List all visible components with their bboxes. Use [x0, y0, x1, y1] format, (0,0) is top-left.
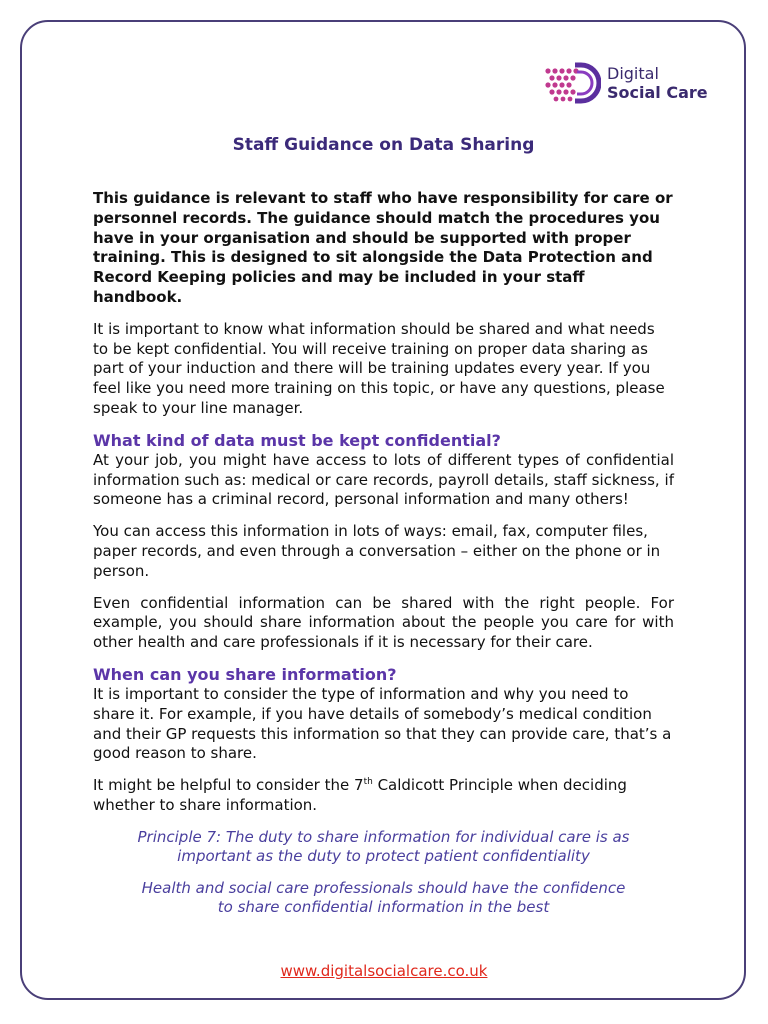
- digital-social-care-logo-icon: [543, 59, 601, 107]
- sharing-paragraph-1: It is important to consider the type of information and why you need to share it. For example, if you have details of somebody’s medical condition and their GP requests this information so that they can provide care, that’s a good reason to share.: [93, 684, 672, 763]
- page-title: Staff Guidance on Data Sharing: [232, 135, 535, 155]
- sharing-paragraph-2-end: Caldicott Principle when deciding whether to share information.: [93, 776, 627, 814]
- brand-name-line1: Digital: [607, 64, 659, 83]
- sharing-paragraph-2-start: It might be helpful to consider the 7: [93, 776, 364, 795]
- principle-quote: Principle 7: The duty to share information for individual care is as important as the duty to protect patient confidentiality: [137, 827, 630, 866]
- principle-explanation-quote: Health and social care professionals should have the confidence to share confidential information in the best: [141, 878, 626, 917]
- confidential-paragraph-3: Even confidential information can be shared with the right people. For example, you should share information about the people you care for with other health and care professionals if it is necessary for their care.: [93, 593, 674, 652]
- section-heading-sharing: When can you share information?: [93, 664, 397, 684]
- brand-name-line2: Social Care: [607, 83, 708, 102]
- confidential-paragraph-1: At your job, you might have access to lots of different types of confidential information such as: medical or care records, payroll details, staff sickness, if someone has a criminal record, personal information and many others!: [93, 450, 674, 509]
- intro-paragraph: It is important to know what information should be shared and what needs to be kept confidential. You will receive training on proper data sharing as part of your induction and there will be training updates every year. If you feel like you need more training on this topic, or have any questions, please speak to your line manager.: [93, 319, 665, 417]
- section-heading-confidential: What kind of data must be kept confidential?: [93, 430, 501, 450]
- sharing-paragraph-2: [93, 776, 674, 816]
- superscript-th: th: [363, 777, 373, 788]
- document-body: [93, 134, 674, 930]
- website-link[interactable]: www.digitalsocialcare.co.uk: [280, 962, 488, 980]
- brand-logo: [543, 55, 715, 111]
- intro-bold-paragraph: This guidance is relevant to staff who have responsibility for care or personnel records. The guidance should match the procedures you have in your organisation and should be supported with proper training. This is designed to sit alongside the Data Protection and Record Keeping policies and may be included in your staff handbook.: [93, 189, 673, 306]
- confidential-paragraph-2: You can access this information in lots of ways: email, fax, computer files, paper records, and even through a conversation – either on the phone or in person.: [93, 522, 661, 580]
